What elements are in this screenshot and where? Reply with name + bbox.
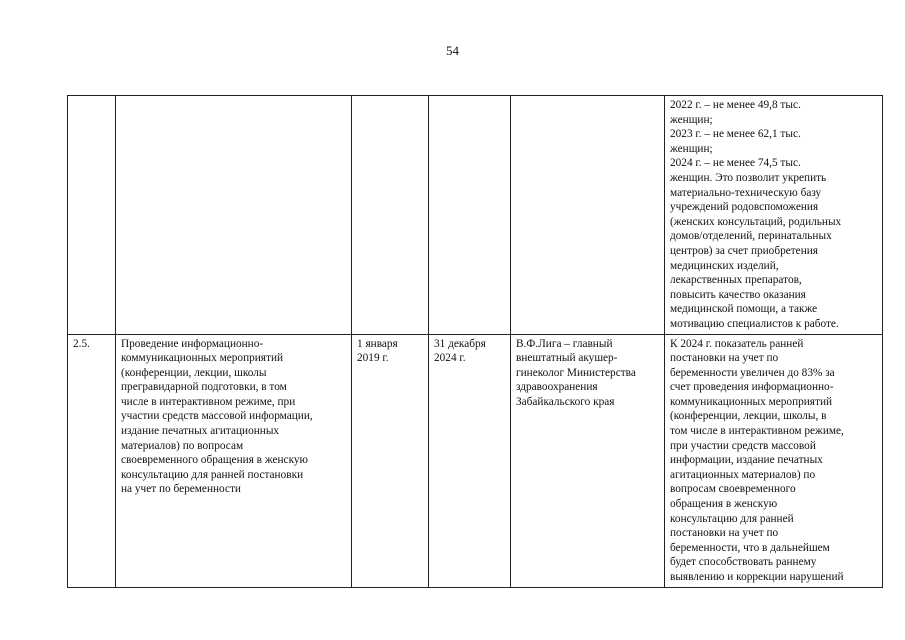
cell-measure bbox=[116, 96, 352, 335]
measures-table bbox=[67, 95, 883, 588]
cell-number bbox=[68, 96, 116, 335]
cell-end-date bbox=[429, 96, 511, 335]
cell-end-date: 31 декабря 2024 г. bbox=[429, 334, 511, 587]
cell-responsible: В.Ф.Лига – главный внештатный акушер- гинеколог Министерства здравоохранения Забайкальского края bbox=[511, 334, 665, 587]
cell-number: 2.5. bbox=[68, 334, 116, 587]
cell-measure: Проведение информационно- коммуникационных мероприятий (конференции, лекции, школы прегравидарной подготовки, в том числе в интерактивном режиме, при участии средств массовой информации, издание печатных агитационных материалов) по вопросам своевременного обращения в женскую консультацию для ранней постановки на учет по беременности bbox=[116, 334, 352, 587]
cell-result: 2022 г. – не менее 49,8 тыс. женщин; 2023 г. – не менее 62,1 тыс. женщин; 2024 г. – не менее 74,5 тыс. женщин. Это позволит укрепить материально-техническую базу учреждений родовспоможения (женских консультаций, родильных домов/отделений, перинатальных центров) за счет приобретения медицинских изделий, лекарственных препаратов, повысить качество оказания медицинской помощи, а также мотивацию специалистов к работе. bbox=[665, 96, 883, 335]
cell-responsible bbox=[511, 96, 665, 335]
cell-start-date bbox=[352, 96, 429, 335]
cell-result: К 2024 г. показатель ранней постановки на учет по беременности увеличен до 83% за счет проведения информационно- коммуникационных мероприятий (конференции, лекции, школы, в том числе в интерактивном режиме, при участии средств массовой информации, издание печатных агитационных материалов) по вопросам своевременного обращения в женскую консультацию для ранней постановки на учет по беременности, что в дальнейшем будет способствовать раннему выявлению и коррекции нарушений bbox=[665, 334, 883, 587]
page-number: 54 bbox=[446, 43, 459, 58]
table-row bbox=[68, 96, 883, 335]
cell-start-date: 1 января 2019 г. bbox=[352, 334, 429, 587]
table-row bbox=[68, 334, 883, 587]
